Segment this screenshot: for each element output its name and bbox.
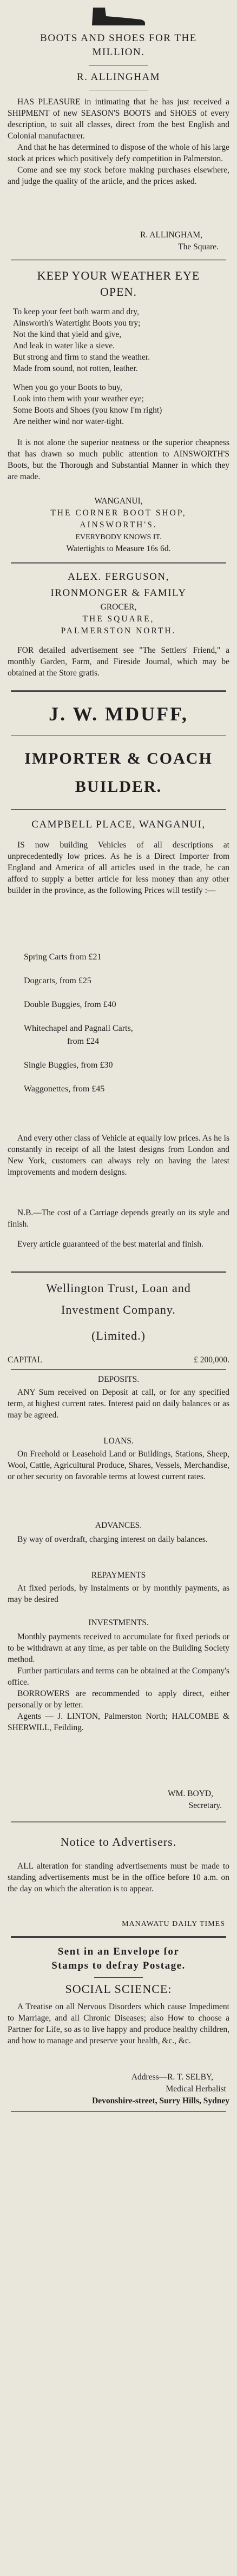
agents-text: Agents — J. LINTON, Palmerston North; HALCOMBE & SHERWILL, Feilding.	[8, 1712, 229, 1732]
notice-text: ALL alteration for standing advertisements must be made to standing advertisements must be in the office before 10 a.m. on the day on which the alteration is to appear.	[8, 1862, 229, 1893]
ainsworth-title-1: KEEP YOUR WEATHER EYE	[37, 269, 200, 282]
deposits-head: DEPOSITS.	[97, 1375, 140, 1384]
investments-para: Further particulars and terms can be obtained at the Company's office.	[8, 1666, 229, 1687]
wellington-role: Secretary.	[188, 1801, 222, 1810]
allingham-title-2: MILLION.	[92, 47, 145, 58]
repayments-head: REPAYMENTS	[91, 1571, 146, 1580]
selby-address-1: Address—R. T. SELBY,	[131, 2072, 213, 2082]
price-item: Spring Carts from £21	[24, 952, 102, 962]
verse-line: Are neither wind nor water-tight.	[13, 417, 124, 426]
mduff-name: J. W. MDUFF,	[49, 703, 188, 725]
divider	[11, 1369, 226, 1370]
ainsworth-para: It is not alone the superior neatness or the superior cheapness that has drawn so much public attention to AINSWORTH'S Boots, but the Thorough and Substantial Manner in which they are made.	[8, 438, 229, 481]
divider	[11, 1271, 226, 1273]
boot-icon	[89, 5, 148, 26]
price-item: Double Buggies, from £40	[24, 1000, 116, 1009]
loans-text: On Freehold or Leasehold Land or Buildings, Stations, Sheep, Wool, Cattle, Agricultural Produce, Shares, Vessels, Merchandise, or other security on favorable terms at lowest current rates.	[8, 1449, 229, 1481]
ainsworth-town: WANGANUI,	[94, 496, 143, 506]
price-item: Single Buggies, from £30	[24, 1061, 113, 1070]
capital-label: CAPITAL	[8, 1355, 43, 1365]
wellington-title-2: Investment Company.	[61, 1303, 176, 1316]
deposits-text: ANY Sum received on Deposit at call, or for any specified term, at highest current rates. Interest paid on daily balances or as may be agreed.	[8, 1388, 229, 1420]
ainsworth-verse-2	[8, 382, 229, 427]
verse-line: To keep your feet both warm and dry,	[13, 307, 139, 316]
mduff-price-list	[8, 951, 229, 1096]
investments-para: BORROWERS are recommended to apply direct, either personally or by letter.	[8, 1689, 229, 1710]
ferguson-name: ALEX. FERGUSON,	[68, 571, 169, 582]
ferguson-trade: IRONMONGER & FAMILY	[50, 587, 187, 599]
ferguson-grocer: GROCER,	[100, 602, 137, 612]
mduff-title-1: IMPORTER & COACH	[24, 750, 213, 767]
selby-line-2: Stamps to defray Postage.	[51, 1960, 186, 1971]
verse-line: And leak in water like a sieve.	[13, 341, 115, 350]
verse-line: Some Boots and Shoes (you know I'm right)	[13, 406, 162, 415]
wellington-title-1: Wellington Trust, Loan and	[46, 1281, 191, 1295]
divider	[94, 1977, 143, 1978]
mduff-location: CAMPBELL PLACE, WANGANUI,	[31, 819, 206, 830]
loans-head: LOANS.	[103, 1436, 134, 1446]
notice-title: Notice to Advertisers.	[60, 1835, 177, 1849]
divider	[11, 260, 226, 261]
divider	[11, 562, 226, 564]
allingham-para-1: HAS PLEASURE in intimating that he has just received a SHIPMENT of new SEASON'S BOOTS and SHOES of every description, to suit all classes, direct from the best English and Colonial manufacturer.	[8, 97, 229, 141]
ainsworth-shop: THE CORNER BOOT SHOP,	[50, 508, 187, 518]
divider	[11, 809, 226, 810]
selby-head: SOCIAL SCIENCE:	[65, 1982, 172, 1996]
ferguson-place: THE SQUARE,	[82, 614, 155, 624]
selby-text: A Treatise on all Nervous Disorders which cause Impediment to Marriage, and all Chronic Diseases; also How to choose a Partner for Life, so as to live happy and produce healthy children, and how to manage and preserve your health, &c., &c.	[8, 2002, 229, 2045]
mduff-para-3: Every article guaranteed of the best material and finish.	[17, 1240, 203, 1249]
price-item: Waggonettes, from £45	[24, 1084, 105, 1094]
verse-line: Ainsworth's Watertight Boots you try;	[13, 319, 141, 328]
mduff-para-2: And every other class of Vehicle at equally low prices. As he is constantly in receipt of all the latest designs from London and New York, customers can always rely on having the latest improvements and modern designs.	[8, 1134, 229, 1177]
mduff-para-1: IS now building Vehicles of all descriptions at unprecedentedly low prices. As he is a Direct Importer from England and America of all articles used in the trade, he can afford to supply a better article for less money than any other builder in the province, as the following Prices will testify :—	[8, 840, 229, 895]
verse-line: Not the kind that yield and give,	[13, 330, 122, 339]
mduff-nb: N.B.—The cost of a Carriage depends greatly on its style and finish.	[8, 1208, 229, 1229]
wellington-limited: (Limited.)	[91, 1329, 146, 1342]
selby-address-2: Medical Herbalist	[166, 2084, 226, 2094]
wellington-capital	[8, 1354, 229, 1366]
ainsworth-shopname: AINSWORTH'S.	[80, 520, 157, 529]
allingham-signature: R. ALLINGHAM,	[140, 230, 202, 240]
repayments-text: At fixed periods, by instalments or by monthly payments, as may be desired	[8, 1584, 229, 1604]
divider	[11, 2111, 226, 2112]
selby-address-3: Devonshire-street, Surry Hills, Sydney	[92, 2096, 229, 2105]
investments-head: INVESTMENTS.	[88, 1618, 149, 1627]
price-item: Whitechapel and Pagnall Carts,	[24, 1024, 133, 1033]
divider	[11, 690, 226, 692]
divider	[11, 1822, 226, 1823]
mduff-title-2: BUILDER.	[75, 778, 162, 796]
allingham-name: R. ALLINGHAM	[76, 71, 161, 83]
ainsworth-verse-1	[8, 306, 229, 374]
investments-text	[8, 1631, 229, 1733]
allingham-para-3: Come and see my stock before making purchases elsewhere, and judge the quality of the article, and the prices asked.	[8, 165, 229, 186]
verse-line: Made from sound, not rotten, leather.	[13, 364, 138, 373]
allingham-address: The Square.	[178, 242, 219, 251]
allingham-title-1: BOOTS AND SHOES FOR THE	[40, 32, 197, 44]
allingham-para-2: And that he has determined to dispose of the whole of his large stock at prices which positively defy competition in Palmerston.	[8, 143, 229, 163]
advances-head: ADVANCES.	[95, 1521, 142, 1530]
ferguson-para: FOR detailed advertisement see "The Settlers' Friend," a monthly Garden, Farm, and Fireside Journal, which may be obtained at the Store gratis.	[8, 646, 229, 678]
wellington-signer: WM. BOYD,	[168, 1789, 213, 1798]
ainsworth-title-2: OPEN.	[100, 285, 137, 299]
verse-line: Look into them with your weather eye;	[13, 394, 144, 403]
notice-sign: MANAWATU DAILY TIMES	[122, 1920, 225, 1928]
verse-line: When you go your Boots to buy,	[13, 383, 122, 392]
divider	[11, 1936, 226, 1938]
ferguson-town: PALMERSTON NORTH.	[61, 626, 176, 635]
ainsworth-price: Watertights to Measure 16s 6d.	[66, 544, 171, 553]
advances-text: By way of overdraft, charging interest on daily balances.	[17, 1535, 208, 1544]
selby-line-1: Sent in an Envelope for	[57, 1946, 180, 1957]
price-item: from £24	[67, 1037, 100, 1046]
ainsworth-known: EVERYBODY KNOWS IT.	[75, 533, 162, 541]
capital-value: £ 200,000.	[194, 1355, 229, 1365]
verse-line: But strong and firm to stand the weather.	[13, 353, 150, 362]
investments-para: Monthly payments received to accumulate for fixed periods or to be withdrawn at any time, as per table on the Building Society method.	[8, 1632, 229, 1664]
price-item: Dogcarts, from £25	[24, 976, 91, 985]
